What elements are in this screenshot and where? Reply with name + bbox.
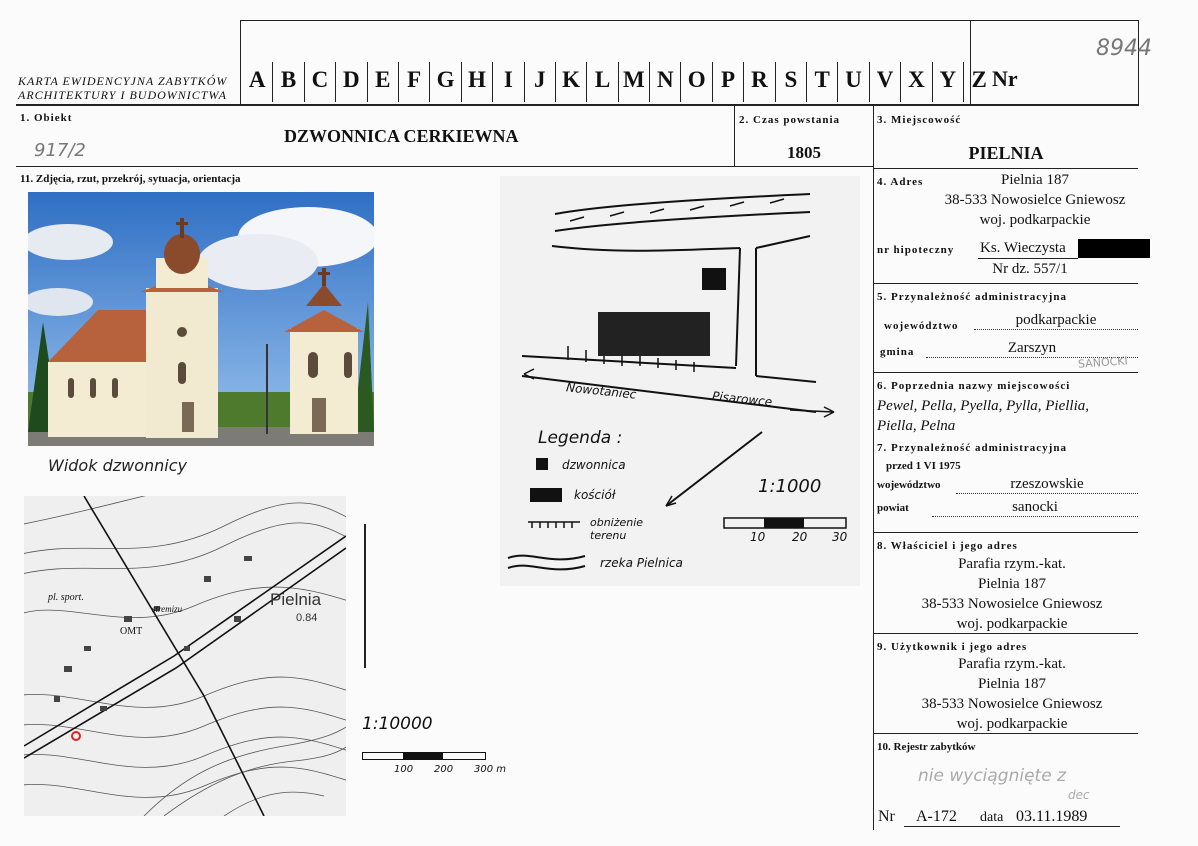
gmina-label: gmina — [880, 346, 915, 358]
adres-line1: Pielnia 187 — [1001, 172, 1069, 188]
site-plan-scale: 1:1000 — [758, 476, 822, 497]
letter: Y — [933, 62, 964, 102]
r4-bottom — [874, 283, 1138, 284]
rejestr-data-value: 03.11.1989 — [1016, 808, 1088, 825]
topo-scale-tick-100: 100 — [394, 764, 414, 775]
church-mark — [598, 312, 710, 356]
hipoteczny-label: nr hipoteczny — [877, 244, 955, 256]
redaction-bar — [1078, 239, 1150, 258]
topo-map-drawing — [24, 496, 346, 816]
header-bottom-line — [16, 104, 1138, 106]
hipoteczny-underline — [978, 258, 1078, 259]
topo-scale-tick-300: 300 m — [474, 764, 507, 775]
road-label-pisarowce: Pisarowce — [711, 388, 773, 410]
r7-bottom — [874, 532, 1138, 533]
wojewodztwo-value: podkarpackie — [974, 312, 1138, 330]
uzytkownik-line3: 38-533 Nowosielce Gniewosz — [921, 696, 1103, 712]
topo-strem-label: stremizu — [152, 604, 183, 614]
rejestr-nr-label: Nr — [878, 808, 895, 825]
wlasciciel-line3: 38-533 Nowosielce Gniewosz — [921, 596, 1103, 612]
legend-bell-tower: dzwonnica — [562, 458, 626, 472]
topo-scale: 1:10000 — [362, 714, 433, 734]
legend-slope: obniżenie terenu — [590, 516, 644, 542]
wlasciciel-line4: woj. podkarpackie — [956, 616, 1068, 632]
bell-tower-mark — [702, 268, 726, 290]
letter: F — [399, 62, 430, 102]
site-plan-drawing — [500, 176, 860, 586]
church-photo-drawing — [28, 192, 374, 446]
bell-tower-location-marker — [72, 732, 80, 740]
road-label-nowotaniec: Nowotaniec — [565, 380, 637, 402]
r5-bottom — [874, 372, 1138, 373]
right-edge-line — [1138, 20, 1139, 106]
handwritten-card-number: 8944 — [1096, 36, 1152, 61]
czas-label: 2. Czas powstania — [739, 114, 841, 126]
czas-value: 1805 — [787, 143, 821, 162]
adres-label: 4. Adres — [877, 176, 924, 188]
nr-top-border — [970, 20, 1138, 21]
letter: U — [838, 62, 869, 102]
form-title-line2: ARCHITEKTURY I BUDOWNICTWA — [18, 88, 227, 102]
powiat-label: powiat — [877, 502, 909, 514]
letter: M — [619, 62, 650, 102]
uzytkownik-line1: Parafia rzym.-kat. — [958, 656, 1066, 672]
poprzednie-nazwy-line2: Piella, Pelna — [877, 418, 956, 434]
wojewodztwo-przed-value: rzeszowskie — [956, 476, 1138, 494]
hipoteczny-value: Ks. Wieczysta — [980, 240, 1066, 256]
wojewodztwo-przed-label: województwo — [877, 479, 941, 491]
letter: T — [807, 62, 838, 102]
adres-line2: 38-533 Nowosielce Gniewosz — [944, 192, 1126, 208]
miejscowosc-label: 3. Miejscowość — [877, 114, 962, 126]
scale-tick-10: 10 — [750, 530, 766, 544]
r3-bottom — [874, 168, 1138, 169]
wlasciciel-label: 8. Właściciel i jego adres — [877, 540, 1018, 552]
section11-label: 11. Zdjęcia, rzut, przekrój, sytuacja, orientacja — [20, 173, 241, 185]
r9-bottom — [874, 733, 1138, 734]
rejestr-nr-value: A-172 — [916, 808, 957, 825]
photo-caption: Widok dzwonnicy — [48, 456, 187, 475]
poprzednie-nazwy-line1: Pewel, Pella, Pyella, Pylla, Piellia, — [877, 398, 1090, 414]
topo-north-line — [364, 524, 366, 668]
letter: C — [305, 62, 336, 102]
letter: P — [713, 62, 744, 102]
topo-height-label: 0.84 — [296, 612, 318, 624]
letter: S — [776, 62, 807, 102]
adres-line3: woj. podkarpackie — [979, 212, 1091, 228]
rejestr-label: 10. Rejestr zabytków — [877, 741, 976, 753]
scale-tick-30: 30 — [832, 530, 848, 544]
topo-scale-bar — [362, 752, 486, 760]
letter: O — [681, 62, 712, 102]
letter: H — [462, 62, 493, 102]
letter: J — [525, 62, 556, 102]
top-border — [240, 20, 970, 21]
poprzednie-nazwy-label: 6. Poprzednia nazwy miejscowości — [877, 380, 1071, 392]
dzialka-value: Nr dz. 557/1 — [992, 261, 1068, 277]
rejestr-underline — [904, 826, 1120, 827]
letter: Z — [971, 67, 987, 92]
letter: I — [493, 62, 524, 102]
title-left-divider — [240, 20, 241, 104]
uzytkownik-line4: woj. podkarpackie — [956, 716, 1068, 732]
topographic-map — [24, 496, 346, 816]
r8-bottom — [874, 633, 1138, 634]
powiat-value: sanocki — [932, 499, 1138, 517]
letter: R — [744, 62, 775, 102]
rejestr-handwritten: nie wyciągnięte z — [918, 766, 1067, 786]
site-plan-sketch — [500, 176, 860, 586]
topo-sport-label: pl. sport. — [48, 592, 84, 603]
uzytkownik-label: 9. Użytkownik i jego adres — [877, 641, 1028, 653]
gmina-value: Zarszyn — [926, 340, 1138, 358]
alphabet-index — [242, 62, 994, 102]
wlasciciel-line1: Parafia rzym.-kat. — [958, 556, 1066, 572]
legend-church: kościół — [574, 488, 616, 502]
wlasciciel-line2: Pielnia 187 — [978, 576, 1046, 592]
bell-tower-photo — [28, 192, 374, 446]
letter: E — [368, 62, 399, 102]
topo-place-label: Pielnia — [270, 590, 322, 609]
przed-date: przed 1 VI 1975 — [886, 460, 961, 472]
object-name: DZWONNICA CERKIEWNA — [284, 126, 519, 146]
przynaleznosc-przed-label: 7. Przynależność administracyjna — [877, 442, 1067, 454]
letter: B — [273, 62, 304, 102]
topo-scale-bar-fill — [403, 753, 443, 759]
form-title-line1: KARTA EWIDENCYJNA ZABYTKÓW — [18, 74, 228, 88]
przynaleznosc-label: 5. Przynależność administracyjna — [877, 291, 1067, 303]
miejscowosc-value: PIELNIA — [968, 143, 1044, 163]
letter: V — [870, 62, 901, 102]
letter: X — [901, 62, 932, 102]
nr-label: Nr — [992, 66, 1018, 91]
legend-river: rzeka Pielnica — [600, 556, 683, 570]
letter: G — [430, 62, 461, 102]
letter: D — [336, 62, 367, 102]
letter: A — [242, 62, 273, 102]
obiekt-label: 1. Obiekt — [20, 112, 73, 124]
topo-omt-label: OMT — [120, 626, 143, 637]
letter: K — [556, 62, 587, 102]
wojewodztwo-label: województwo — [884, 320, 959, 332]
row1-bottom-line — [16, 166, 874, 167]
uzytkownik-line2: Pielnia 187 — [978, 676, 1046, 692]
scale-tick-20: 20 — [792, 530, 808, 544]
legend-title: Legenda : — [538, 428, 623, 448]
rejestr-handwritten-dec: dec — [1068, 788, 1090, 802]
form-title — [18, 74, 227, 102]
rejestr-data-label: data — [980, 810, 1004, 825]
letter: N — [650, 62, 681, 102]
letter: L — [587, 62, 618, 102]
gmina-stamp: SANOCKI — [1077, 354, 1129, 371]
topo-scale-tick-200: 200 — [434, 764, 454, 775]
obiekt-handwritten: 917/2 — [34, 140, 86, 161]
